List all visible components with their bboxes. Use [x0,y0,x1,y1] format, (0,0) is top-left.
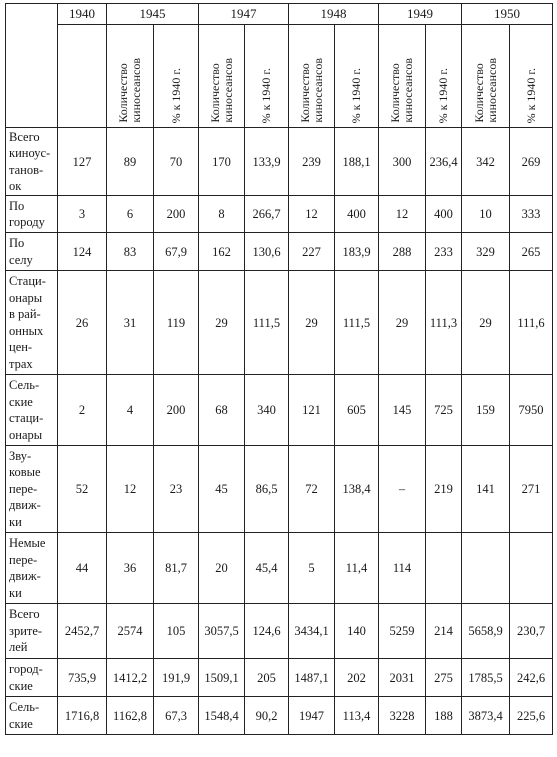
row-label: Зву- ковые пере- движ- ки [6,446,58,533]
row-label: Всего зрите- лей [6,604,58,659]
cell-1950-count: 342 [462,128,510,196]
subheader-1947-pct [245,25,289,128]
count-label: Количество киносеансов [471,58,499,123]
pct-label: % к 1940 г. [436,67,450,123]
cell-1947-pct: 86,5 [245,446,289,533]
cell-1940: 124 [58,233,107,271]
cell-1947-count: 1548,4 [199,697,245,735]
cell-1947-count: 68 [199,375,245,446]
pct-label: % к 1940 г. [349,67,363,123]
cell-1948-count: 3434,1 [289,604,335,659]
cell-1950-count: 1785,5 [462,659,510,697]
pct-label: % к 1940 г. [168,67,183,123]
cell-1947-pct: 124,6 [245,604,289,659]
cell-1940: 735,9 [58,659,107,697]
subheader-1945-pct [154,25,199,128]
cell-1950-pct: 333 [510,196,553,233]
cell-1947-pct: 133,9 [245,128,289,196]
cell-1940: 2452,7 [58,604,107,659]
cell-1945-pct: 23 [154,446,199,533]
cell-1947-count: 1509,1 [199,659,245,697]
cell-1950-pct: 7950 [510,375,553,446]
cell-1948-count: 5 [289,533,335,604]
cell-1947-count: 170 [199,128,245,196]
cell-1950-pct: 225,6 [510,697,553,735]
count-label: Количество киносеансов [207,58,235,123]
cell-1945-pct: 200 [154,375,199,446]
cell-1949-pct: 275 [426,659,462,697]
cell-1940: 127 [58,128,107,196]
table-row [6,233,553,271]
cell-1949-count: 300 [379,128,426,196]
cell-1950-pct: 271 [510,446,553,533]
row-label: По селу [6,233,58,271]
cell-1950-count: 29 [462,271,510,375]
cell-1945-pct: 70 [154,128,199,196]
row-label: По городу [6,196,58,233]
table-row [6,375,553,446]
year-header-row [6,4,553,25]
cell-1948-pct: 113,4 [335,697,379,735]
row-label: Всего киноус- танов- ок [6,128,58,196]
cell-1947-count: 8 [199,196,245,233]
cell-1949-count: 114 [379,533,426,604]
cell-1949-count: 3228 [379,697,426,735]
cell-1949-pct: 219 [426,446,462,533]
cell-1949-pct [426,533,462,604]
cell-1948-pct: 138,4 [335,446,379,533]
table-row [6,128,553,196]
cell-1949-count: – [379,446,426,533]
subheader-1949-pct [426,25,462,128]
cell-1948-pct: 11,4 [335,533,379,604]
subheader-1950-pct [510,25,553,128]
row-label: Немые пере- движ- ки [6,533,58,604]
cell-1950-count: 329 [462,233,510,271]
row-label: Сель- ские [6,697,58,735]
cell-1945-count: 4 [107,375,154,446]
cell-1947-pct: 340 [245,375,289,446]
year-header-1945: 1945 [107,4,199,25]
subheader-1948-pct [335,25,379,128]
cell-1948-pct: 605 [335,375,379,446]
cell-1950-pct: 265 [510,233,553,271]
table-row [6,446,553,533]
cell-1947-count: 45 [199,446,245,533]
cell-1949-count: 5259 [379,604,426,659]
cell-1949-count: 29 [379,271,426,375]
cell-1947-pct: 111,5 [245,271,289,375]
year-header-1949: 1949 [379,4,462,25]
cell-1949-pct: 400 [426,196,462,233]
cell-1948-pct: 140 [335,604,379,659]
cell-1950-pct: 269 [510,128,553,196]
cell-1949-count: 145 [379,375,426,446]
cell-1945-count: 2574 [107,604,154,659]
cell-1948-count: 1947 [289,697,335,735]
subheader-1950-count [462,25,510,128]
cell-1949-pct: 188 [426,697,462,735]
cell-1945-pct: 200 [154,196,199,233]
cell-1947-pct: 130,6 [245,233,289,271]
year-header-1947: 1947 [199,4,289,25]
cell-1948-count: 1487,1 [289,659,335,697]
cell-1945-count: 31 [107,271,154,375]
subheader-1947-count [199,25,245,128]
cell-1945-pct: 67,3 [154,697,199,735]
cell-1949-count: 12 [379,196,426,233]
cell-1948-pct: 400 [335,196,379,233]
cell-1945-pct: 67,9 [154,233,199,271]
cell-1948-pct: 111,5 [335,271,379,375]
cell-1949-pct: 725 [426,375,462,446]
cell-1950-count: 141 [462,446,510,533]
cell-1948-count: 239 [289,128,335,196]
cell-1947-count: 29 [199,271,245,375]
cell-1945-count: 36 [107,533,154,604]
pct-label: % к 1940 г. [259,67,273,123]
cell-1940: 3 [58,196,107,233]
cell-1948-count: 227 [289,233,335,271]
cell-1950-count: 10 [462,196,510,233]
year-header-1940: 1940 [58,4,107,25]
cell-1948-count: 29 [289,271,335,375]
year-header-1948: 1948 [289,4,379,25]
cell-1948-pct: 183,9 [335,233,379,271]
cell-1940: 1716,8 [58,697,107,735]
count-label: Количество киносеансов [297,58,325,123]
pct-label: % к 1940 г. [523,67,538,123]
count-label: Количество киносеансов [388,58,415,123]
cell-1948-count: 121 [289,375,335,446]
cell-1950-pct: 230,7 [510,604,553,659]
cell-1948-pct: 188,1 [335,128,379,196]
cell-1945-pct: 119 [154,271,199,375]
cell-1947-count: 162 [199,233,245,271]
subheader-1945-count [107,25,154,128]
subheader-1948-count [289,25,335,128]
cell-1947-pct: 90,2 [245,697,289,735]
cell-1945-pct: 105 [154,604,199,659]
cell-1940: 52 [58,446,107,533]
cinema-statistics-table [5,3,553,735]
cell-1950-pct [510,533,553,604]
cell-1940: 44 [58,533,107,604]
subheader-row [6,25,553,128]
cell-1950-pct: 111,6 [510,271,553,375]
cell-1945-pct: 191,9 [154,659,199,697]
cell-1945-count: 12 [107,446,154,533]
count-label: Количество киносеансов [116,58,143,123]
cell-1948-pct: 202 [335,659,379,697]
cell-1948-count: 12 [289,196,335,233]
corner-cell [6,4,58,128]
cell-1950-pct: 242,6 [510,659,553,697]
cell-1945-count: 89 [107,128,154,196]
cell-1947-count: 3057,5 [199,604,245,659]
cell-1948-count: 72 [289,446,335,533]
row-label: Сель- ские стаци- онары [6,375,58,446]
subheader-1940-empty [58,25,107,128]
cell-1949-count: 2031 [379,659,426,697]
cell-1947-pct: 266,7 [245,196,289,233]
subheader-1949-count [379,25,426,128]
table-row [6,196,553,233]
cell-1949-pct: 236,4 [426,128,462,196]
table-row [6,697,553,735]
row-label: Стаци- онары в рай- онных цен- трах [6,271,58,375]
cell-1945-count: 83 [107,233,154,271]
cell-1947-pct: 45,4 [245,533,289,604]
cell-1945-pct: 81,7 [154,533,199,604]
table-row [6,271,553,375]
cell-1950-count: 3873,4 [462,697,510,735]
cell-1949-count: 288 [379,233,426,271]
cell-1945-count: 6 [107,196,154,233]
cell-1940: 2 [58,375,107,446]
cell-1947-pct: 205 [245,659,289,697]
cell-1945-count: 1162,8 [107,697,154,735]
table-body [6,128,553,735]
year-header-1950: 1950 [462,4,553,25]
cell-1949-pct: 233 [426,233,462,271]
cell-1940: 26 [58,271,107,375]
cell-1947-count: 20 [199,533,245,604]
row-label: город- ские [6,659,58,697]
table-row [6,533,553,604]
cell-1950-count [462,533,510,604]
cell-1949-pct: 214 [426,604,462,659]
cell-1950-count: 5658,9 [462,604,510,659]
cell-1950-count: 159 [462,375,510,446]
cell-1945-count: 1412,2 [107,659,154,697]
table-row [6,659,553,697]
cell-1949-pct: 111,3 [426,271,462,375]
table-row [6,604,553,659]
